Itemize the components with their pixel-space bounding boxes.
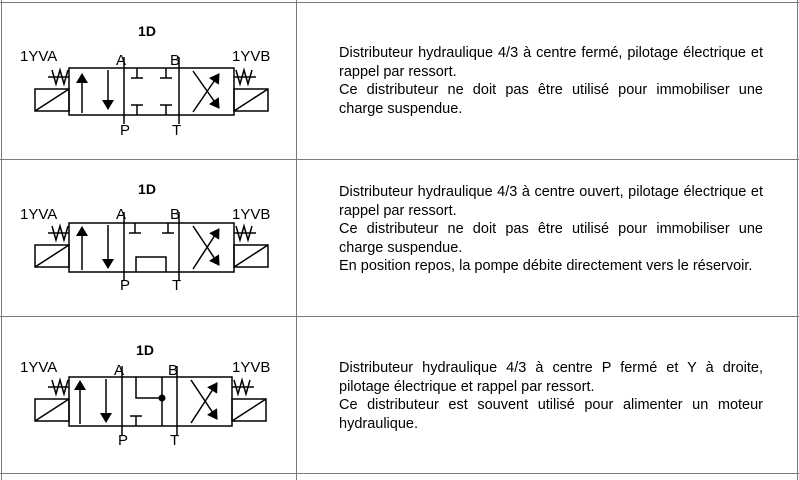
port-p-label: P bbox=[120, 277, 131, 294]
valve-diagram bbox=[0, 2, 296, 160]
port-t-label: T bbox=[172, 122, 182, 139]
y-center-path bbox=[136, 377, 162, 398]
description-line: Distributeur hydraulique 4/3 à centre ouvert, pilotage électrique et rappel par ressort. bbox=[339, 184, 763, 219]
valve-body bbox=[69, 377, 232, 426]
valve-diagram bbox=[0, 159, 296, 317]
description-open-center bbox=[339, 183, 763, 276]
arrow-cross bbox=[193, 71, 219, 108]
port-b-label: B bbox=[170, 52, 181, 69]
left-coil-label: 1YVA bbox=[20, 206, 58, 223]
valve-id-label: 1D bbox=[138, 23, 156, 39]
valve-body bbox=[69, 223, 234, 272]
description-p-closed-y bbox=[339, 359, 763, 433]
valve-id-label: 1D bbox=[138, 181, 156, 197]
right-coil-label: 1YVB bbox=[232, 206, 271, 223]
description-line: Distributeur hydraulique 4/3 à centre P fermé et Y à droite, pilotage électrique et rappel par ressort. bbox=[339, 360, 763, 395]
port-b-label: B bbox=[170, 206, 181, 223]
arrow-cross bbox=[191, 383, 217, 423]
port-a-label: A bbox=[116, 206, 127, 223]
port-a-label: A bbox=[116, 52, 127, 69]
valve-diagram bbox=[0, 316, 296, 474]
description-line: Ce distributeur ne doit pas être utilisé pour immobiliser une charge suspendue. bbox=[339, 82, 763, 117]
description-line: Ce distributeur est souvent utilisé pour alimenter un moteur hydraulique. bbox=[339, 397, 763, 432]
table-border-right bbox=[797, 0, 798, 480]
junction-dot bbox=[159, 395, 166, 402]
arrow-cross bbox=[193, 226, 219, 265]
description-line: Distributeur hydraulique 4/3 à centre fermé, pilotage électrique et rappel par ressort. bbox=[339, 45, 763, 80]
description-closed-center bbox=[339, 44, 763, 118]
port-t-label: T bbox=[172, 277, 182, 294]
valve-id-label: 1D bbox=[136, 342, 154, 358]
port-p-label: P bbox=[120, 122, 131, 139]
port-b-label: B bbox=[168, 362, 179, 379]
valve-symbol-closed-center bbox=[0, 2, 296, 160]
left-coil-label: 1YVA bbox=[20, 48, 58, 65]
arrow-cross bbox=[191, 380, 217, 419]
open-center-path bbox=[136, 257, 166, 272]
port-a-label: A bbox=[114, 362, 125, 379]
arrow-cross bbox=[193, 229, 219, 269]
valve-symbol-open-center bbox=[0, 159, 296, 317]
right-coil-label: 1YVB bbox=[232, 48, 271, 65]
port-p-label: P bbox=[118, 432, 129, 449]
description-line: En position repos, la pompe débite directement vers le réservoir. bbox=[339, 258, 753, 274]
valve-symbol-p-closed-y bbox=[0, 316, 296, 474]
left-coil-label: 1YVA bbox=[20, 359, 58, 376]
port-t-label: T bbox=[170, 432, 180, 449]
column-divider bbox=[296, 0, 297, 480]
right-coil-label: 1YVB bbox=[232, 359, 271, 376]
description-line: Ce distributeur ne doit pas être utilisé pour immobiliser une charge suspendue. bbox=[339, 221, 763, 256]
arrow-cross bbox=[193, 74, 219, 112]
valve-body bbox=[69, 68, 234, 115]
